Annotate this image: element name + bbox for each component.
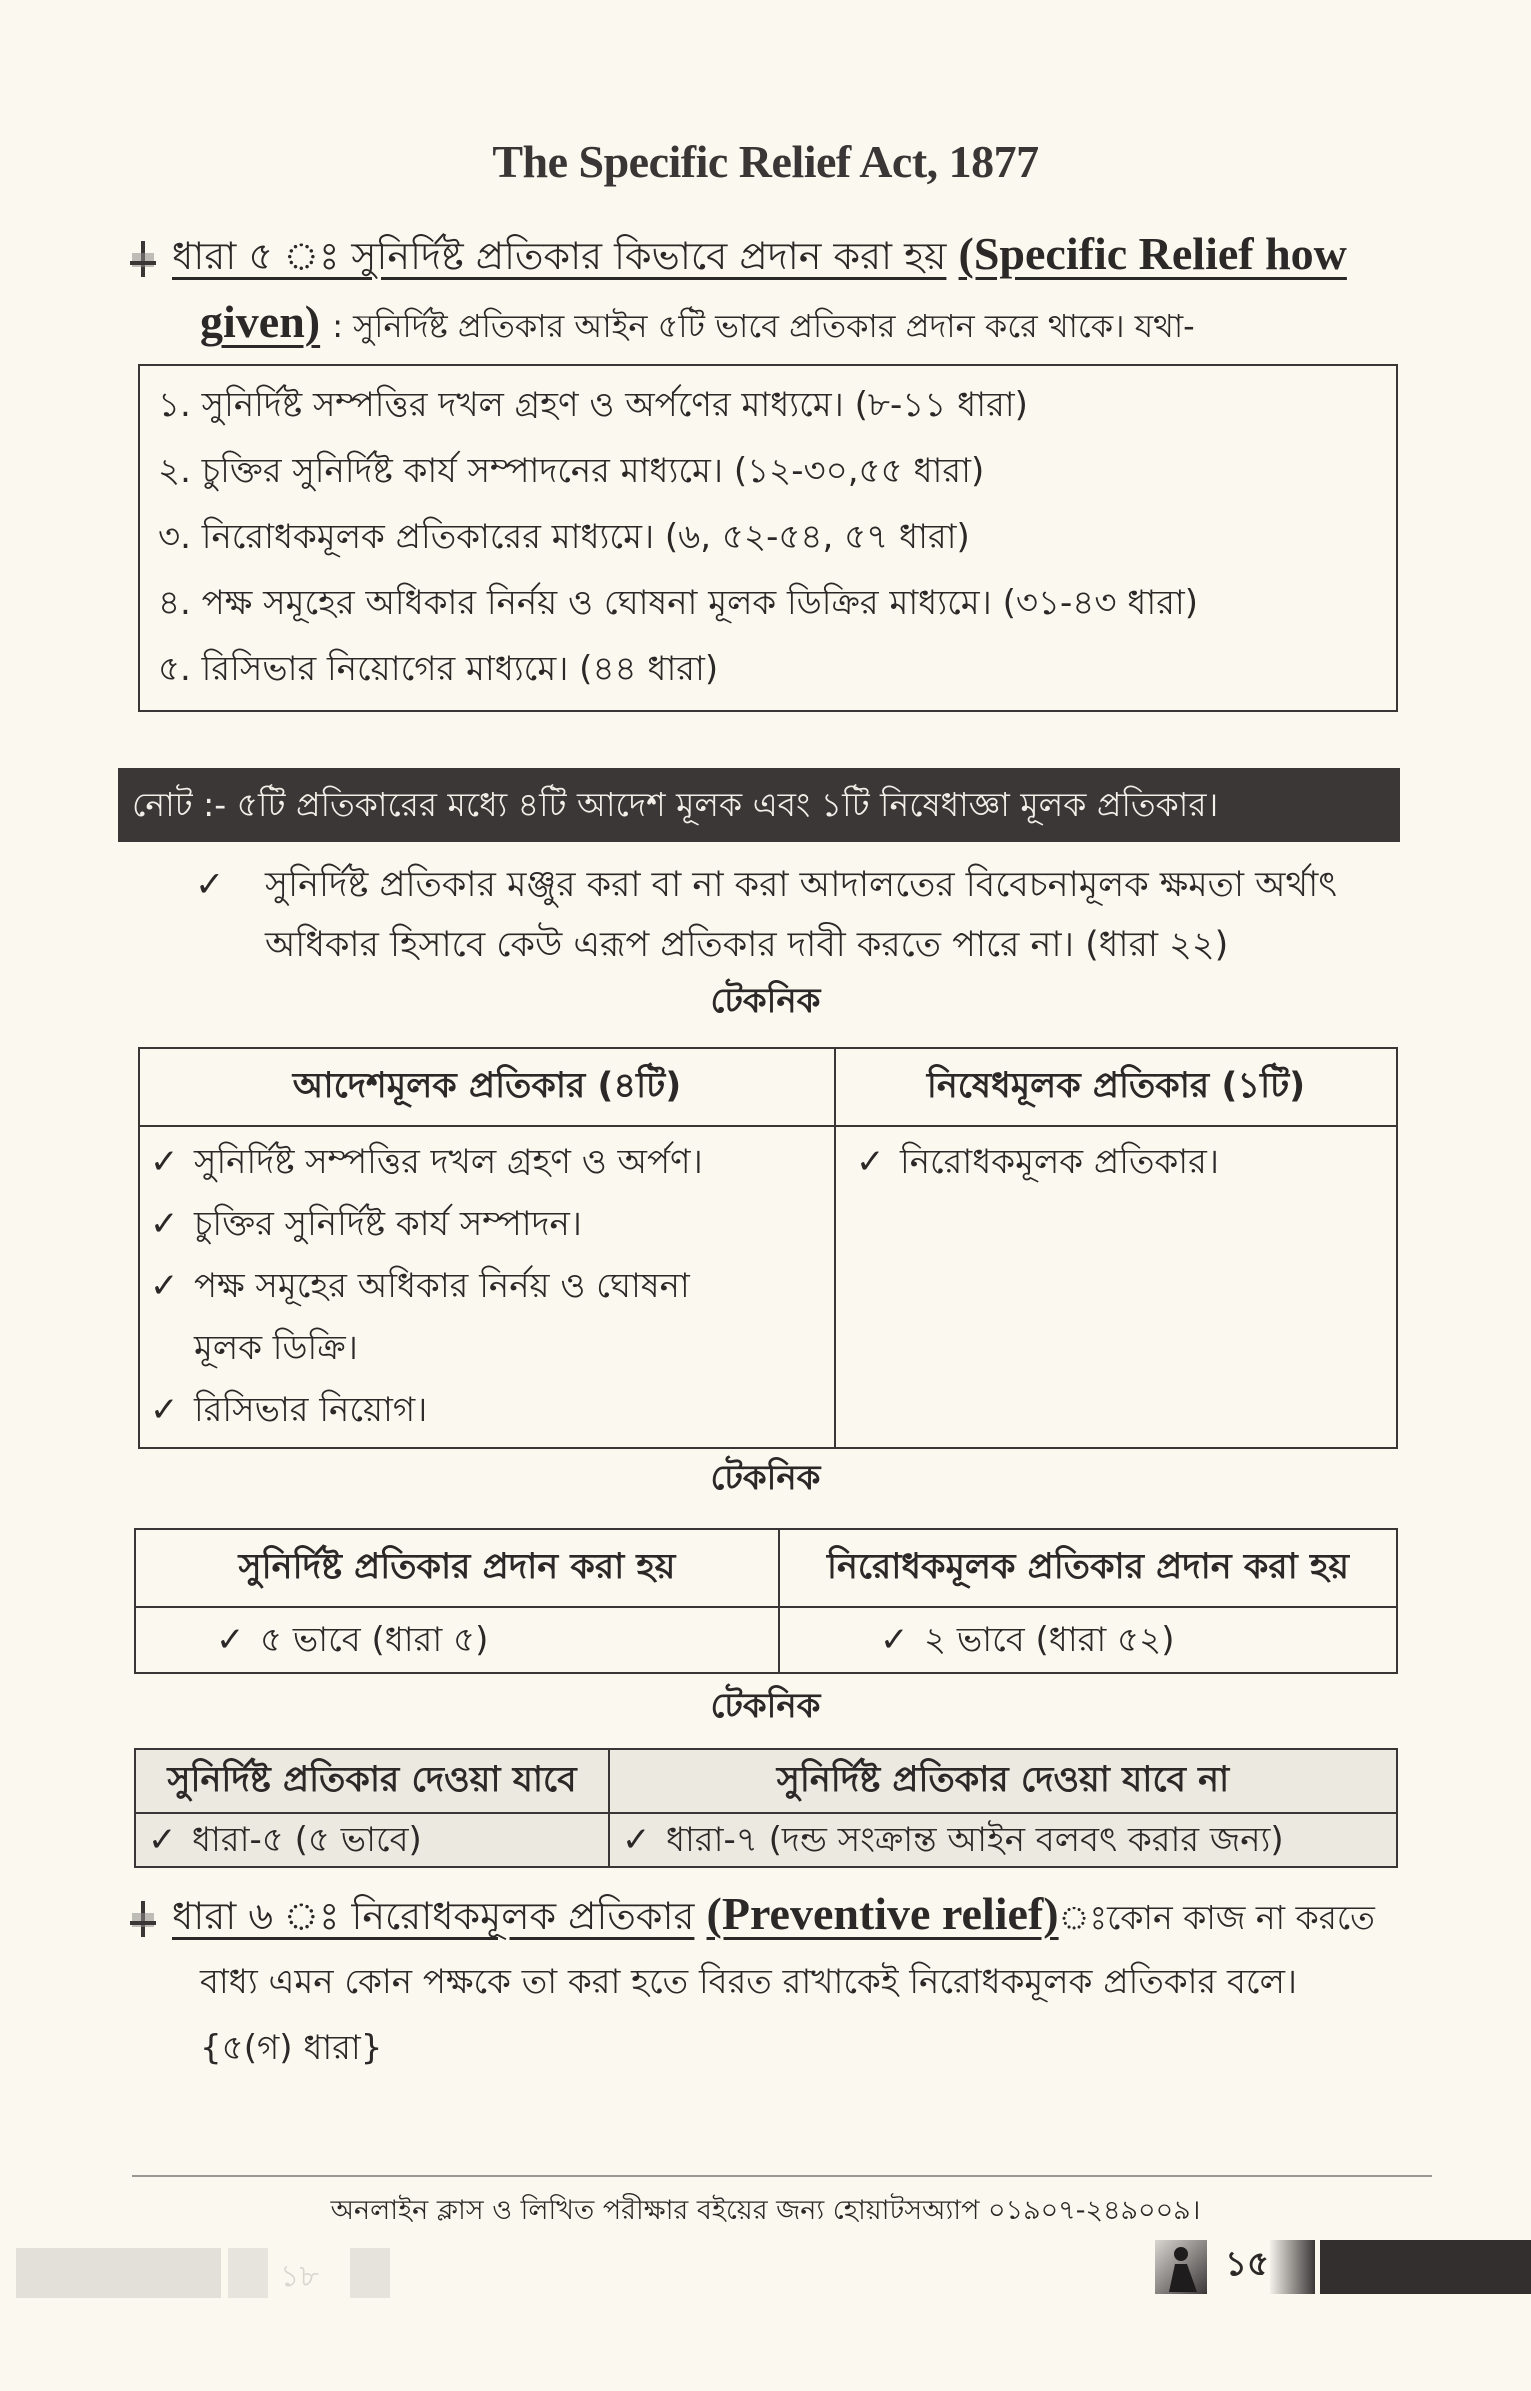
person-figure-icon <box>1155 2240 1207 2294</box>
footer-text: অনলাইন ক্লাস ও লিখিত পরীক্ষার বইয়ের জন্য হোয়াটসঅ্যাপ ০১৯০৭-২৪৯০০৯। <box>330 2195 1201 2226</box>
table3-cell: ✓ ধারা-৫ (৫ ভাবে) <box>135 1813 609 1867</box>
section5-heading-bn: ধারা ৫ ঃ সুনির্দিষ্ট প্রতিকার কিভাবে প্রদান করা হয় <box>172 234 947 278</box>
table1-header-preventive: নিষেধমূলক প্রতিকার (১টি) <box>835 1048 1397 1126</box>
check-icon: ✓ <box>856 1142 885 1182</box>
list-item: রিসিভার নিয়োগ। <box>194 1390 428 1430</box>
method-item: ৫. রিসিভার নিয়োগের মাধ্যমে। (৪৪ ধারা) <box>158 649 719 689</box>
ghost-page-bar-small <box>228 2248 268 2298</box>
method-item: ৪. পক্ষ সমূহের অধিকার নির্নয় ও ঘোষনা মূলক ডিক্রির মাধ্যমে। (৩১-৪৩ ধারা) <box>158 583 1199 623</box>
discretion-paragraph <box>195 855 1405 975</box>
table2-header-preventive: নিরোধকমূলক প্রতিকার প্রদান করা হয় <box>779 1529 1397 1607</box>
discretion-line2: অধিকার হিসাবে কেউ এরূপ প্রতিকার দাবী করতে পারে না। (ধারা ২২) <box>265 925 1229 965</box>
ghost-page-number: ১৮ <box>280 2259 319 2294</box>
section6-text1: ঃকোন কাজ না করতে <box>1058 1898 1375 1937</box>
pin-bullet-icon <box>128 1899 158 1939</box>
table2-header-specific: সুনির্দিষ্ট প্রতিকার প্রদান করা হয় <box>135 1529 779 1607</box>
technique-label: টেকনিক <box>710 1686 821 1726</box>
relief-availability-table <box>134 1748 1398 1868</box>
ghost-page-bar <box>16 2248 221 2298</box>
table2-cell: ✓ ৫ ভাবে (ধারা ৫) <box>135 1607 779 1673</box>
list-item: চুক্তির সুনির্দিষ্ট কার্য সম্পাদন। <box>194 1204 582 1244</box>
footer-divider <box>132 2175 1432 2177</box>
check-icon: ✓ <box>880 1620 909 1660</box>
technique-label: টেকনিক <box>710 981 821 1021</box>
page-gradient-bar <box>1270 2240 1315 2294</box>
section5-heading <box>128 222 1347 288</box>
method-item: ৩. নিরোধকমূলক প্রতিকারের মাধ্যমে। (৬, ৫২-৫৪, ৫৭ ধারা) <box>158 517 970 557</box>
technique-label: টেকনিক <box>710 1458 821 1498</box>
section6-heading <box>128 1882 1375 1950</box>
list-item-cont: মূলক ডিক্রি। <box>194 1328 358 1368</box>
check-icon: ✓ <box>216 1620 245 1660</box>
section6-text3: {৫(গ) ধারা} <box>200 2028 383 2068</box>
section6-heading-en: (Preventive relief) <box>706 1888 1059 1939</box>
table3-header-available: সুনির্দিষ্ট প্রতিকার দেওয়া যাবে <box>135 1749 609 1813</box>
table1-mandatory-cell <box>139 1126 835 1448</box>
table1-header-mandatory: আদেশমূলক প্রতিকার (৪টি) <box>139 1048 835 1126</box>
section6-text2: বাধ্য এমন কোন পক্ষকে তা করা হতে বিরত রাখাকেই নিরোধকমূলক প্রতিকার বলে। <box>200 1962 1298 2002</box>
check-icon: ✓ <box>195 865 225 905</box>
check-icon: ✓ <box>150 1204 179 1244</box>
method-item: ১. সুনির্দিষ্ট সম্পত্তির দখল গ্রহণ ও অর্পণের মাধ্যমে। (৮-১১ ধারা) <box>158 385 1028 425</box>
section5-heading-en: (Specific Relief how <box>958 228 1347 279</box>
table2-cell: ✓ ২ ভাবে (ধারা ৫২) <box>779 1607 1397 1673</box>
page-title: The Specific Relief Act, 1877 <box>492 136 1039 187</box>
table3-header-not-available: সুনির্দিষ্ট প্রতিকার দেওয়া যাবে না <box>609 1749 1397 1813</box>
relief-types-table <box>138 1047 1398 1449</box>
section5-heading-en-cont: given) <box>200 296 321 347</box>
check-icon: ✓ <box>150 1390 179 1430</box>
list-item: নিরোধকমূলক প্রতিকার। <box>900 1142 1220 1182</box>
check-icon: ✓ <box>148 1820 177 1860</box>
check-icon: ✓ <box>150 1142 179 1182</box>
table3-cell: ✓ ধারা-৭ (দন্ড সংক্রান্ত আইন বলবৎ করার জন্য) <box>609 1813 1397 1867</box>
check-icon: ✓ <box>622 1820 651 1860</box>
section5-intro-line <box>200 290 1195 358</box>
section6-heading-bn: ধারা ৬ ঃ নিরোধকমূলক প্রতিকার <box>172 1894 695 1938</box>
list-item: পক্ষ সমূহের অধিকার নির্নয় ও ঘোষনা <box>194 1266 690 1306</box>
ghost-page-bar-right <box>350 2248 390 2298</box>
method-item: ২. চুক্তির সুনির্দিষ্ট কার্য সম্পাদনের মাধ্যমে। (১২-৩০,৫৫ ধারা) <box>158 451 985 491</box>
page-number: ১৫ <box>1225 2244 1270 2284</box>
relief-count-table <box>134 1528 1398 1674</box>
note-bar: নোট :- ৫টি প্রতিকারের মধ্যে ৪টি আদেশ মূলক এবং ১টি নিষেধাজ্ঞা মূলক প্রতিকার। <box>118 768 1400 842</box>
discretion-line1: সুনির্দিষ্ট প্রতিকার মঞ্জুর করা বা না করা আদালতের বিবেচনামূলক ক্ষমতা অর্থাৎ <box>265 865 1338 905</box>
page-dark-bar <box>1320 2240 1531 2294</box>
pin-bullet-icon <box>128 239 158 279</box>
check-icon: ✓ <box>150 1266 179 1306</box>
section5-intro: : সুনির্দিষ্ট প্রতিকার আইন ৫টি ভাবে প্রতিকার প্রদান করে থাকে। যথা- <box>332 307 1195 345</box>
relief-methods-box <box>138 364 1398 712</box>
table1-preventive-cell <box>835 1126 1397 1448</box>
list-item: সুনির্দিষ্ট সম্পত্তির দখল গ্রহণ ও অর্পণ। <box>194 1142 703 1182</box>
